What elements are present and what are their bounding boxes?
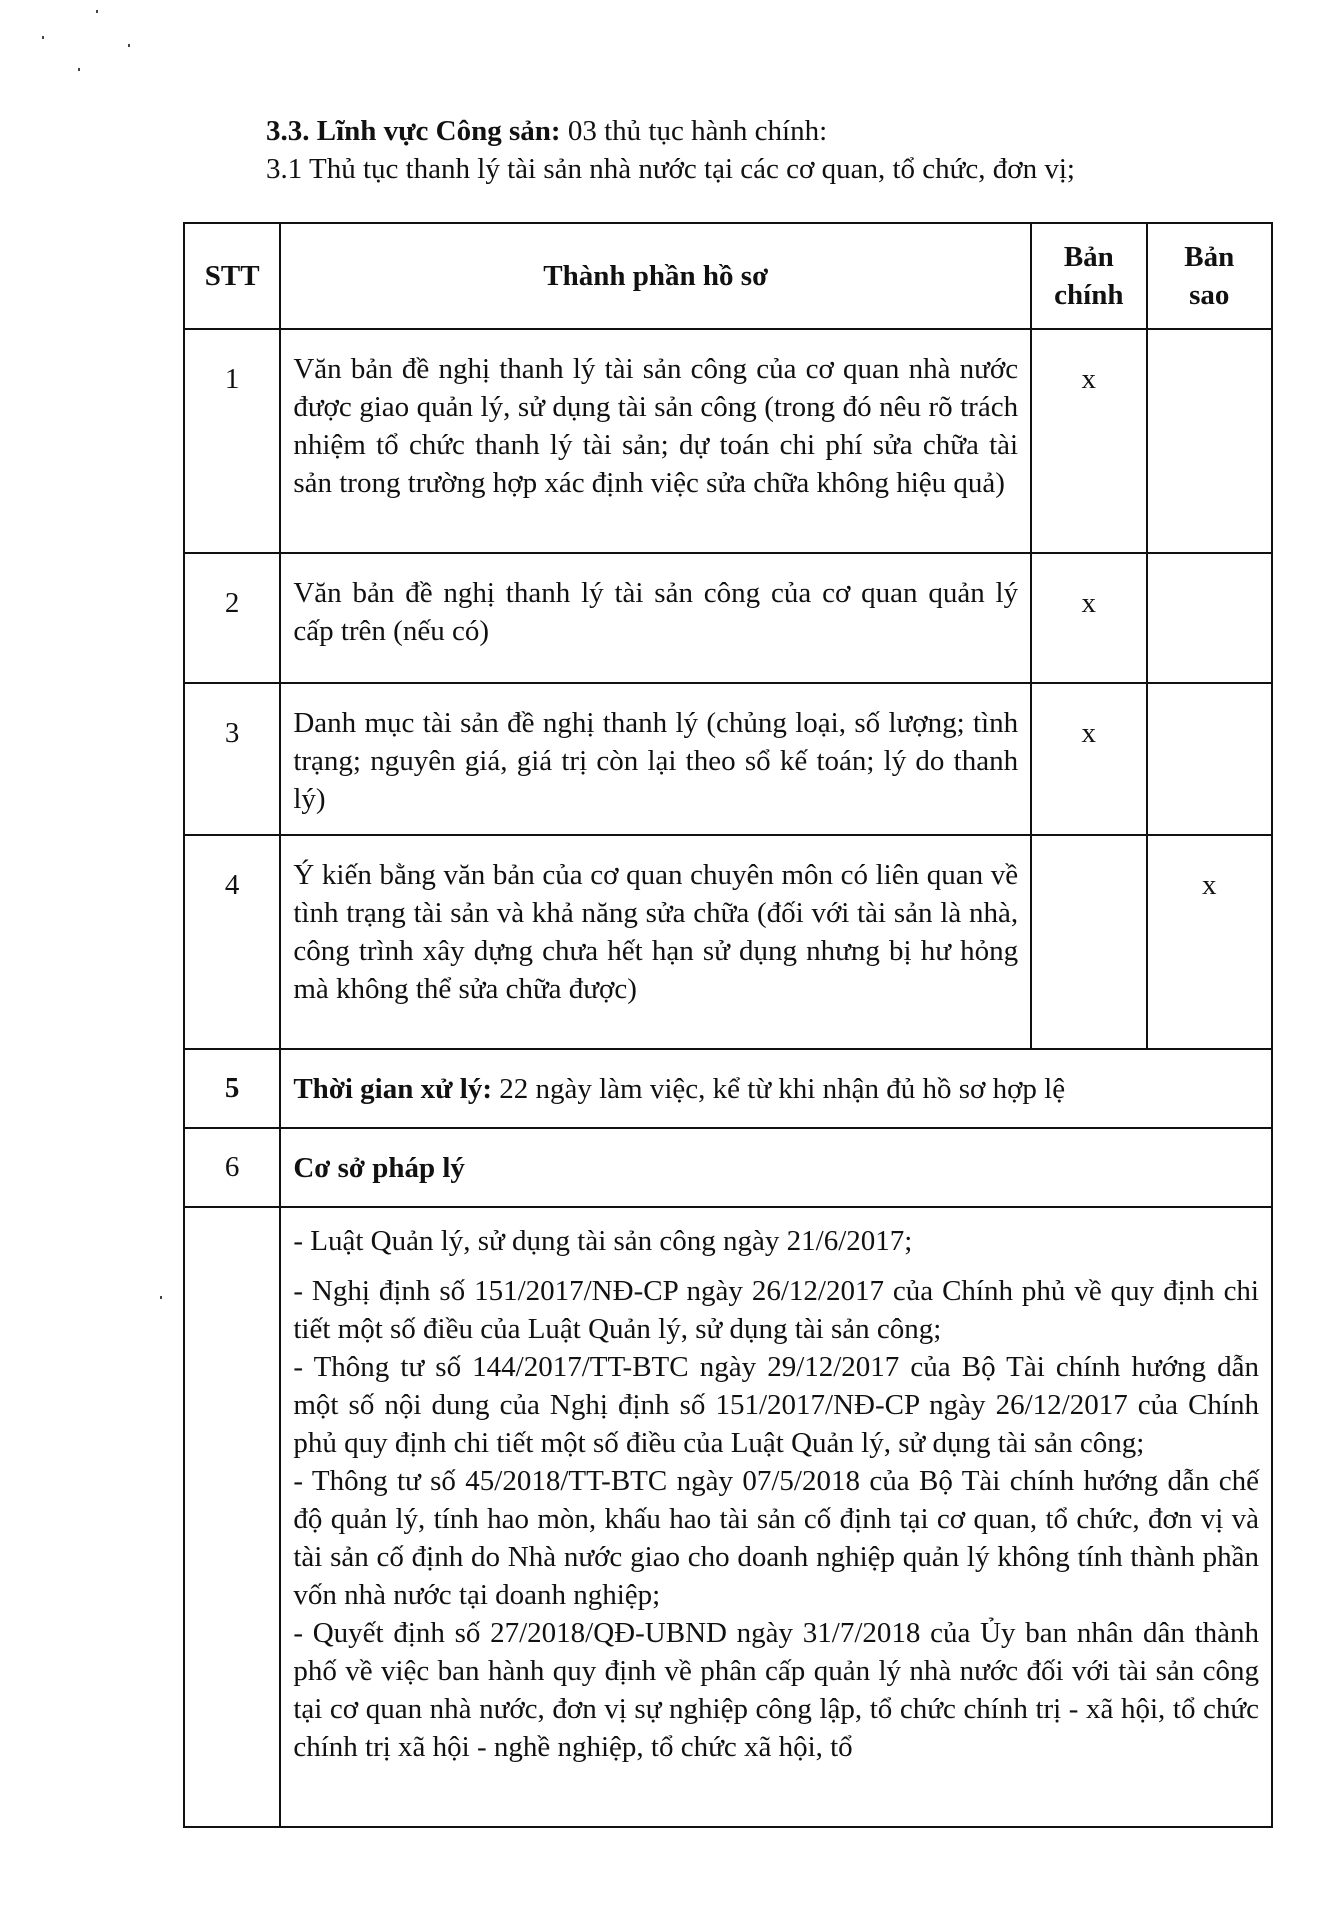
row-stt: 3	[184, 683, 280, 835]
processing-value: 22 ngày làm việc, kể từ khi nhận đủ hồ sơ hợp lệ	[491, 1072, 1066, 1105]
header-component: Thành phần hồ sơ	[280, 223, 1031, 329]
legal-item: - Thông tư số 144/2017/TT-BTC ngày 29/12/2017 của Bộ Tài chính hướng dẫn một số nội dung của Nghị định số 151/2017/NĐ-CP ngày 26/12/2017 của Chính phủ quy định chi tiết một số điều của Luật Quản lý, sử dụng tài sản công;	[293, 1351, 1259, 1459]
table-row	[184, 553, 1272, 683]
table-header-row	[184, 223, 1272, 329]
row-copy-mark	[1147, 329, 1272, 553]
legal-stt: 6	[184, 1128, 280, 1207]
row-component: Văn bản đề nghị thanh lý tài sản công của cơ quan quản lý cấp trên (nếu có)	[280, 553, 1031, 683]
section-title	[266, 112, 1266, 150]
row-original-mark: x	[1031, 553, 1146, 683]
header-original-line2: chính	[1054, 279, 1124, 311]
row-copy-mark	[1147, 553, 1272, 683]
processing-time	[280, 1049, 1272, 1128]
table-row	[184, 683, 1272, 835]
header-copy	[1147, 223, 1272, 329]
legal-item: - Nghị định số 151/2017/NĐ-CP ngày 26/12/2017 của Chính phủ về quy định chi tiết một số điều của Luật Quản lý, sử dụng tài sản công;	[293, 1275, 1259, 1345]
row-copy-mark: x	[1147, 835, 1272, 1049]
row-original-mark: x	[1031, 329, 1146, 553]
legal-item: - Thông tư số 45/2018/TT-BTC ngày 07/5/2018 của Bộ Tài chính hướng dẫn chế độ quản lý, tính hao mòn, khấu hao tài sản cố định tại cơ quan, tổ chức, đơn vị và tài sản cố định do Nhà nước giao cho doanh nghiệp quản lý không tính thành phần vốn nhà nước tại doanh nghiệp;	[293, 1465, 1259, 1611]
table-row	[184, 329, 1272, 553]
header-original	[1031, 223, 1146, 329]
processing-time-row	[184, 1049, 1272, 1128]
processing-stt: 5	[184, 1049, 280, 1128]
section-title-bold: 3.3. Lĩnh vực Công sản:	[266, 115, 561, 147]
legal-items-blank	[184, 1207, 280, 1827]
row-component: Ý kiến bằng văn bản của cơ quan chuyên môn có liên quan về tình trạng tài sản và khả năng sửa chữa (đối với tài sản là nhà, công trình xây dựng chưa hết hạn sử dụng nhưng bị hư hỏng mà không thể sửa chữa được)	[280, 835, 1031, 1049]
row-stt: 4	[184, 835, 280, 1049]
processing-label: Thời gian xử lý:	[293, 1072, 492, 1105]
legal-basis-label: Cơ sở pháp lý	[280, 1128, 1272, 1207]
row-original-mark	[1031, 835, 1146, 1049]
table-row	[184, 835, 1272, 1049]
document-table	[183, 222, 1273, 1828]
row-component: Danh mục tài sản đề nghị thanh lý (chủng loại, số lượng; tình trạng; nguyên giá, giá trị còn lại theo sổ kế toán; lý do thanh lý)	[280, 683, 1031, 835]
legal-item: - Quyết định số 27/2018/QĐ-UBND ngày 31/7/2018 của Ủy ban nhân dân thành phố về việc ban hành quy định về phân cấp quản lý nhà nước đối với tài sản công tại cơ quan nhà nước, đơn vị sự nghiệp công lập, tổ chức chính trị - xã hội, tổ chức chính trị xã hội - nghề nghiệp, tổ chức xã hội, tổ	[293, 1617, 1259, 1763]
legal-basis-row	[184, 1128, 1272, 1207]
procedure-title: 3.1 Thủ tục thanh lý tài sản nhà nước tại các cơ quan, tổ chức, đơn vị;	[266, 153, 1075, 185]
legal-items-row	[184, 1207, 1272, 1827]
header-copy-line1: Bản	[1184, 241, 1235, 273]
row-original-mark: x	[1031, 683, 1146, 835]
header-copy-line2: sao	[1189, 279, 1230, 311]
row-stt: 2	[184, 553, 280, 683]
legal-items	[280, 1207, 1272, 1827]
header-original-line1: Bản	[1063, 241, 1114, 273]
header-stt: STT	[184, 223, 280, 329]
legal-item: - Luật Quản lý, sử dụng tài sản công ngày 21/6/2017;	[293, 1225, 913, 1257]
section-title-rest: 03 thủ tục hành chính:	[560, 115, 828, 147]
row-component: Văn bản đề nghị thanh lý tài sản công của cơ quan nhà nước được giao quản lý, sử dụng tài sản công (trong đó nêu rõ trách nhiệm tổ chức thanh lý tài sản; dự toán chi phí sửa chữa tài sản trong trường hợp xác định việc sửa chữa không hiệu quả)	[280, 329, 1031, 553]
row-stt: 1	[184, 329, 280, 553]
row-copy-mark	[1147, 683, 1272, 835]
section-heading	[266, 112, 1266, 188]
